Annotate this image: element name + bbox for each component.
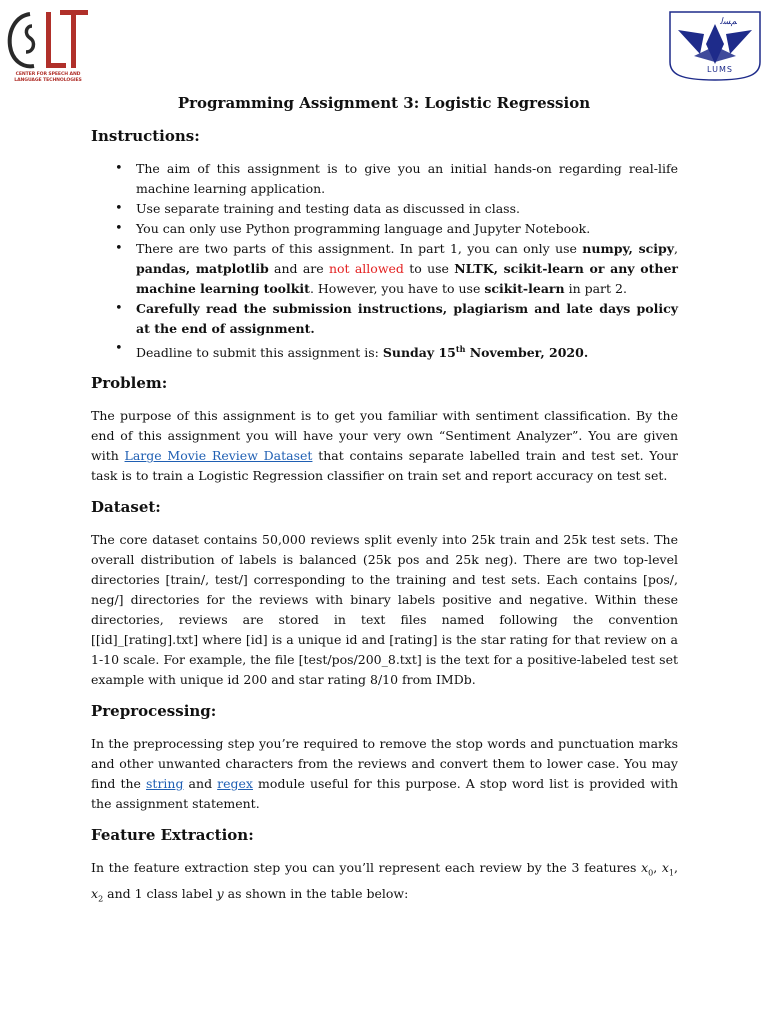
instruction-item — [91, 299, 678, 339]
problem-text: that contains separate labelled train and test set. Your task is to train a Logistic Regression classifier on train set and report accuracy on test set. — [91, 448, 679, 484]
preprocessing-text: and — [183, 776, 218, 792]
instruction-text: Deadline to submit this assignment is: — [136, 345, 383, 361]
deadline-date-suffix: th — [455, 344, 466, 354]
instructions-list — [91, 159, 678, 363]
bullet-icon: • — [115, 301, 123, 316]
feature-extraction-paragraph — [91, 858, 678, 909]
bullet-icon: • — [115, 241, 123, 256]
not-allowed-warning: not allowed — [328, 261, 404, 276]
string-module-link[interactable]: string — [146, 776, 184, 792]
preprocessing-text: module useful for this purpose. A stop word list is provided with the assignment statement. — [91, 776, 679, 812]
instruction-text: There are two parts of this assignment. In part 1, you can only use — [136, 241, 583, 256]
feature-text: In the feature extraction step you can you’ll represent each review by the 3 features — [91, 860, 642, 876]
feature-x2: x — [91, 885, 99, 901]
bullet-icon: • — [115, 221, 123, 236]
instruction-text: . However, you have to use — [309, 281, 485, 296]
feature-subscript: 1 — [668, 868, 674, 878]
feature-separator: , — [674, 860, 678, 876]
document-body — [91, 126, 678, 920]
feature-text: and 1 class label — [103, 885, 217, 901]
instruction-bold: NLTK, scikit-learn or any other machine learning toolkit — [136, 261, 678, 296]
deadline-date: November, 2020. — [465, 345, 589, 361]
problem-paragraph — [91, 406, 678, 486]
instruction-text: in part 2. — [564, 281, 627, 296]
deadline-date: Sunday 15 — [382, 345, 456, 361]
bullet-icon: • — [115, 341, 123, 356]
feature-text: as shown in the table below: — [223, 885, 409, 901]
instruction-text: Use separate training and testing data as discussed in class. — [136, 201, 520, 216]
instruction-text: and are — [268, 261, 329, 276]
problem-text: The purpose of this assignment is to get you familiar with sentiment classification. By the end of this assignment you will have your very own “Sentiment Analyzer”. You are given with — [91, 408, 678, 464]
feature-subscript: 2 — [98, 894, 104, 904]
cslt-logo-caption: CENTER FOR SPEECH AND LANGUAGE TECHNOLOGIES — [14, 72, 82, 83]
instruction-text: You can only use Python programming language and Jupyter Notebook. — [136, 221, 591, 236]
feature-extraction-heading: Feature Extraction: — [91, 826, 254, 845]
cslt-logo-graphic — [2, 4, 92, 76]
regex-module-link[interactable]: regex — [217, 776, 253, 792]
instruction-text: to use — [403, 261, 455, 276]
instruction-bold: numpy, scipy — [582, 241, 674, 256]
instruction-text: , — [674, 241, 678, 256]
preprocessing-heading: Preprocessing: — [91, 702, 217, 721]
dataset-paragraph: The core dataset contains 50,000 reviews split evenly into 25k train and 25k test sets. The overall distribution of labels is balanced (25k pos and 25k neg). There are two top-level directories [train/, test/] corresponding to the training and test sets. Each contains [pos/, neg/] directories for the reviews with binary labels positive and negative. Within these directories, reviews are stored in text files named following the convention [[id]_[rating].txt] where [id] is a unique id and [rating] is the star rating for that review on a 1-10 scale. For example, the file [test/pos/200_8.txt] is the text for a positive-labeled test set example with unique id 200 and star rating 8/10 from IMDb. — [91, 532, 678, 688]
preprocessing-text: In the preprocessing step you’re required to remove the stop words and punctuation marks and other unwanted characters from the reviews and convert them to lower case. You may find the — [91, 736, 678, 792]
dataset-heading: Dataset: — [91, 498, 161, 517]
instruction-bold: Carefully read the submission instructions, plagiarism and late days policy at the end of assignment. — [136, 301, 678, 336]
feature-subscript: 0 — [648, 868, 654, 878]
class-label-y: y — [216, 885, 224, 901]
page-title: Programming Assignment 3: Logistic Regression — [177, 94, 591, 112]
instruction-bold: pandas, matplotlib — [136, 261, 269, 276]
feature-x1: x — [661, 860, 669, 876]
lums-logo-text: LUMS — [707, 65, 733, 74]
bullet-icon: • — [115, 201, 123, 216]
preprocessing-paragraph — [91, 734, 678, 814]
instructions-heading: Instructions: — [91, 127, 200, 145]
instruction-bold: scikit-learn — [484, 281, 565, 296]
instruction-item — [91, 339, 678, 363]
dataset-link[interactable]: Large Movie Review Dataset — [124, 448, 313, 464]
feature-separator: , — [653, 860, 662, 876]
instruction-item — [91, 219, 678, 239]
problem-heading: Problem: — [91, 374, 168, 393]
instruction-text: The aim of this assignment is to give you an initial hands-on regarding real-life machine learning application. — [136, 161, 678, 196]
feature-x0: x — [641, 860, 649, 876]
bullet-icon: • — [115, 161, 123, 176]
instruction-item — [91, 239, 678, 299]
svg-text:ﻢﺴﻟ: ﻢﺴﻟ — [720, 17, 737, 27]
instruction-item — [91, 199, 678, 219]
instruction-item — [91, 159, 678, 199]
